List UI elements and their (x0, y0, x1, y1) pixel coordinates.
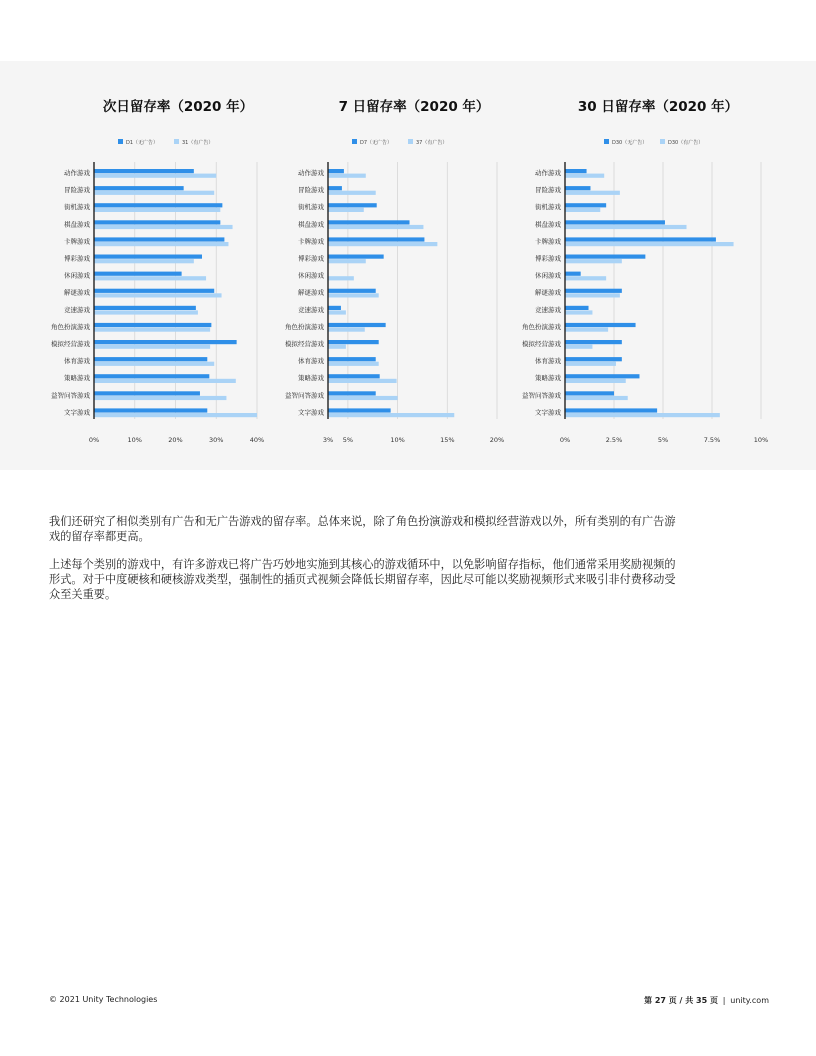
bar-no-ads (328, 289, 376, 293)
bar-no-ads (328, 203, 377, 207)
bar-no-ads (94, 408, 207, 412)
legend-swatch (352, 139, 357, 144)
chart-title-d1: 次日留存率（2020 年） (102, 99, 254, 115)
bar-no-ads (328, 186, 342, 190)
bar-with-ads (565, 293, 620, 297)
bar-no-ads (94, 237, 224, 241)
bar-with-ads (94, 413, 257, 417)
category-label: 街机游戏 (298, 203, 324, 212)
bar-no-ads (565, 220, 665, 224)
legend-swatch (174, 139, 179, 144)
x-tick-label: 20% (489, 436, 505, 444)
legend-label: D30（无广告） (612, 140, 648, 146)
x-tick-label: 3% (322, 436, 334, 444)
category-label: 体育游戏 (535, 357, 561, 366)
bar-no-ads (565, 374, 639, 378)
bar-with-ads (328, 242, 437, 246)
bar-no-ads (328, 220, 410, 224)
bar-with-ads (328, 191, 376, 195)
category-label: 模拟经营游戏 (522, 340, 561, 348)
bar-no-ads (565, 340, 622, 344)
category-label: 冒险游戏 (298, 186, 324, 195)
bar-with-ads (565, 276, 606, 280)
bar-no-ads (565, 272, 581, 276)
category-label: 文字游戏 (298, 408, 324, 417)
bar-no-ads (565, 306, 589, 310)
legend-label: 37（有广告） (416, 140, 448, 146)
bar-with-ads (328, 379, 397, 383)
category-label: 动作游戏 (298, 169, 324, 177)
bar-no-ads (328, 237, 424, 241)
bar-no-ads (94, 323, 211, 327)
bar-with-ads (328, 413, 454, 417)
footer-page-info (644, 995, 769, 1006)
chart-title-d30: 30 日留存率（2020 年） (577, 99, 739, 115)
bar-no-ads (328, 323, 386, 327)
bar-no-ads (565, 169, 587, 173)
bar-with-ads (328, 174, 366, 178)
category-label: 角色扮演游戏 (285, 322, 324, 331)
bar-no-ads (565, 255, 645, 259)
bar-with-ads (328, 310, 346, 314)
category-label: 动作游戏 (535, 169, 561, 177)
x-tick-label: 10% (127, 436, 142, 444)
category-label: 街机游戏 (535, 203, 561, 212)
bar-no-ads (565, 289, 622, 293)
bar-no-ads (94, 169, 194, 173)
category-label: 角色扮演游戏 (522, 322, 561, 331)
bar-with-ads (328, 396, 398, 400)
x-tick-label: 40% (249, 436, 265, 444)
bar-with-ads (565, 208, 600, 212)
x-tick-label: 0% (88, 436, 100, 444)
bar-no-ads (94, 306, 196, 310)
category-label: 棋盘游戏 (535, 220, 561, 229)
category-label: 棋盘游戏 (64, 220, 90, 229)
bar-with-ads (94, 191, 214, 195)
bar-no-ads (328, 340, 379, 344)
bar-no-ads (328, 408, 391, 412)
bar-no-ads (94, 391, 200, 395)
bar-with-ads (94, 345, 210, 349)
bar-no-ads (94, 203, 222, 207)
category-label: 卡牌游戏 (298, 237, 324, 246)
bar-with-ads (328, 208, 364, 212)
category-label: 竞速游戏 (535, 305, 561, 314)
category-label: 冒险游戏 (535, 186, 561, 195)
legend-swatch (408, 139, 413, 144)
category-label: 街机游戏 (64, 203, 90, 212)
bar-no-ads (565, 186, 590, 190)
bar-no-ads (565, 237, 716, 241)
category-label: 益智问答游戏 (285, 391, 324, 400)
category-label: 策略游戏 (298, 374, 324, 383)
category-label: 体育游戏 (64, 357, 90, 366)
category-label: 休闲游戏 (535, 271, 561, 280)
legend-label: 31（有广告） (182, 140, 214, 146)
body-paragraph-1: 我们还研究了相似类别有广告和无广告游戏的留存率。总体来说，除了角色扮演游戏和模拟经营游戏以外，所有类别的有广告游戏的留存率都更高。 (49, 515, 676, 543)
x-tick-label: 2.5% (605, 436, 623, 444)
category-label: 益智问答游戏 (522, 391, 561, 400)
legend-label: D30（有广告） (668, 140, 704, 146)
bar-with-ads (94, 276, 206, 280)
category-label: 休闲游戏 (64, 271, 90, 280)
bar-with-ads (94, 328, 210, 332)
bar-no-ads (94, 220, 220, 224)
legend-label: D7（无广告） (360, 140, 393, 146)
category-label: 博彩游戏 (298, 254, 324, 263)
bar-with-ads (565, 413, 720, 417)
category-label: 冒险游戏 (64, 186, 90, 195)
charts-svg (0, 61, 816, 470)
bar-with-ads (94, 225, 233, 229)
bar-no-ads (328, 169, 344, 173)
bar-with-ads (565, 225, 687, 229)
bar-with-ads (94, 396, 226, 400)
bar-with-ads (565, 396, 628, 400)
category-label: 文字游戏 (64, 408, 90, 417)
category-label: 解谜游戏 (535, 288, 561, 297)
bar-with-ads (565, 174, 604, 178)
x-tick-label: 5% (657, 436, 669, 444)
bar-no-ads (94, 289, 214, 293)
bar-no-ads (328, 357, 376, 361)
bar-with-ads (565, 242, 734, 246)
bar-with-ads (565, 259, 622, 263)
legend-swatch (118, 139, 123, 144)
bar-with-ads (328, 345, 346, 349)
bar-with-ads (565, 310, 592, 314)
category-label: 体育游戏 (298, 357, 324, 366)
bar-with-ads (94, 362, 214, 366)
bar-no-ads (94, 374, 209, 378)
category-label: 卡牌游戏 (535, 237, 561, 246)
bar-with-ads (94, 259, 194, 263)
bar-no-ads (328, 306, 341, 310)
category-label: 棋盘游戏 (298, 220, 324, 229)
category-label: 解谜游戏 (298, 288, 324, 297)
bar-no-ads (94, 340, 237, 344)
category-label: 策略游戏 (64, 374, 90, 383)
bar-with-ads (328, 328, 365, 332)
category-label: 角色扮演游戏 (51, 322, 90, 331)
bar-with-ads (94, 174, 216, 178)
bar-with-ads (328, 276, 354, 280)
body-paragraph-2: 上述每个类别的游戏中，有许多游戏已将广告巧妙地实施到其核心的游戏循环中，以免影响留存指标，他们通常采用奖励视频的形式。对于中度硬核和硬核游戏类型，强制性的插页式视频会降低长期留存率，因此尽可能以奖励视频形式来吸引非付费移动受众至关重要。 (49, 558, 676, 601)
x-tick-label: 10% (390, 436, 405, 444)
category-label: 博彩游戏 (535, 254, 561, 263)
bar-no-ads (565, 408, 657, 412)
bar-with-ads (328, 293, 379, 297)
bar-no-ads (94, 272, 182, 276)
legend-swatch (604, 139, 609, 144)
bar-no-ads (565, 391, 614, 395)
bar-no-ads (94, 186, 184, 190)
chart-panel (0, 61, 816, 470)
footer-copyright: © 2021 Unity Technologies (49, 995, 158, 1004)
x-tick-label: 20% (168, 436, 183, 444)
bar-with-ads (94, 242, 228, 246)
category-label: 竞速游戏 (64, 305, 90, 314)
bar-no-ads (565, 323, 636, 327)
category-label: 策略游戏 (535, 374, 561, 383)
bar-no-ads (328, 374, 380, 378)
category-label: 益智问答游戏 (51, 391, 90, 400)
bar-no-ads (94, 255, 202, 259)
x-tick-label: 10% (753, 436, 769, 444)
category-label: 博彩游戏 (64, 254, 90, 263)
bar-with-ads (565, 362, 616, 366)
bar-no-ads (328, 255, 384, 259)
bar-no-ads (565, 203, 606, 207)
bar-with-ads (94, 310, 198, 314)
legend-swatch (660, 139, 665, 144)
category-label: 竞速游戏 (298, 305, 324, 314)
bar-with-ads (565, 191, 620, 195)
footer-site-link[interactable]: unity.com (730, 996, 769, 1005)
footer-separator: | (722, 996, 726, 1005)
category-label: 动作游戏 (64, 169, 90, 177)
x-tick-label: 30% (209, 436, 224, 444)
chart-title-d7: 7 日留存率（2020 年） (338, 99, 490, 115)
bar-with-ads (94, 379, 236, 383)
bar-with-ads (328, 259, 366, 263)
category-label: 休闲游戏 (298, 271, 324, 280)
bar-no-ads (565, 357, 622, 361)
bar-with-ads (94, 293, 222, 297)
legend-label: D1（无广告） (126, 140, 159, 146)
x-tick-label: 7.5% (703, 436, 721, 444)
footer-page-number: 第 27 页 / 共 35 页 (644, 996, 718, 1005)
bar-with-ads (328, 225, 423, 229)
category-label: 卡牌游戏 (64, 237, 90, 246)
x-tick-label: 5% (342, 436, 354, 444)
category-label: 解谜游戏 (64, 288, 90, 297)
bar-no-ads (94, 357, 207, 361)
bar-with-ads (565, 379, 626, 383)
category-label: 模拟经营游戏 (285, 340, 324, 348)
bar-with-ads (94, 208, 220, 212)
x-tick-label: 0% (559, 436, 571, 444)
bar-with-ads (565, 345, 592, 349)
bar-with-ads (565, 328, 608, 332)
category-label: 模拟经营游戏 (51, 340, 90, 348)
bar-with-ads (328, 362, 379, 366)
x-tick-label: 15% (440, 436, 455, 444)
bar-no-ads (328, 391, 376, 395)
category-label: 文字游戏 (535, 408, 561, 417)
